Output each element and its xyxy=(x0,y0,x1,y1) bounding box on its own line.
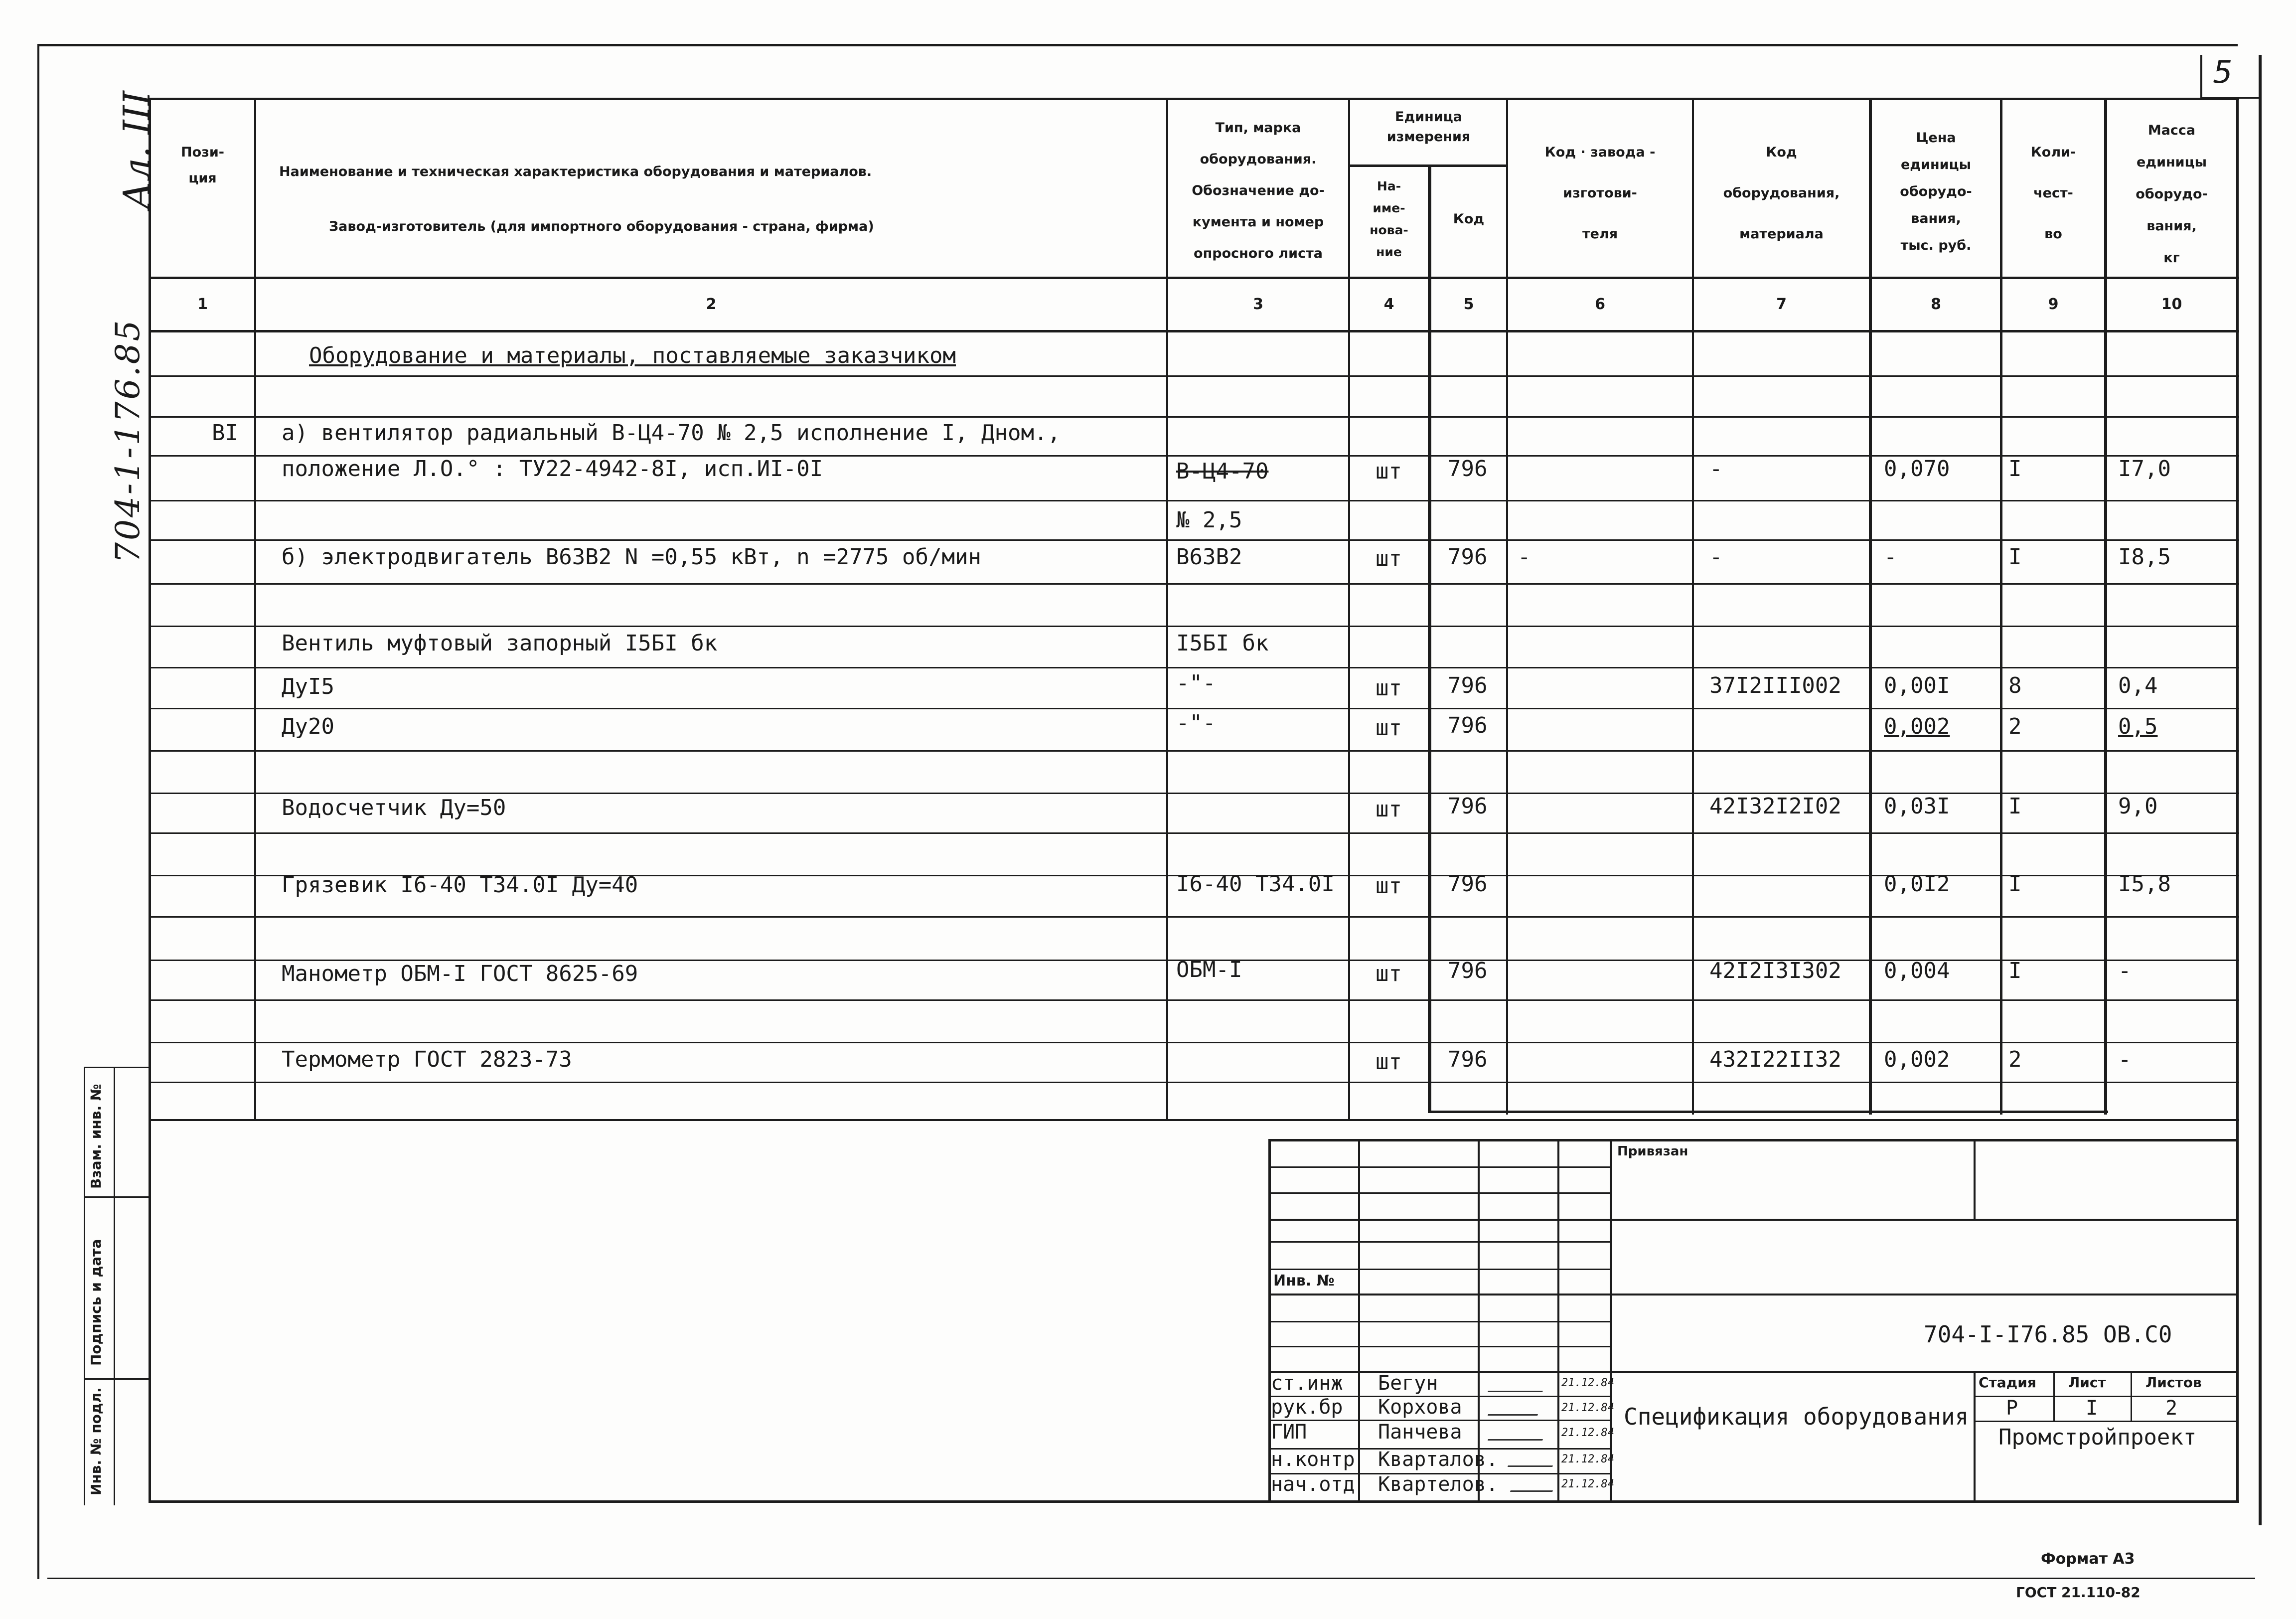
document-title: Спецификация оборудования xyxy=(1624,1403,1969,1430)
table-row-qty: 2 xyxy=(2008,1047,2022,1072)
col-line-1 xyxy=(254,98,256,1120)
header-unit-group: Единица измерения xyxy=(1386,109,1471,145)
table-row-qty: I xyxy=(2008,958,2022,983)
col-number: 4 xyxy=(1383,296,1394,313)
tb-row xyxy=(1268,1241,1610,1243)
table-row-unit: шт xyxy=(1376,675,1402,701)
tb-date: 21.12.84 xyxy=(1561,1427,1614,1439)
table-row-price: 0,0I2 xyxy=(1884,871,1950,897)
table-row-code: 796 xyxy=(1448,1047,1488,1072)
table-row-mass: I7,0 xyxy=(2118,456,2171,482)
inner-frame-right xyxy=(2236,98,2239,1502)
row-line xyxy=(149,375,2239,377)
frame-bottom xyxy=(47,1578,2255,1579)
table-row-eqcode: 42I32I2I02 xyxy=(1709,794,1841,819)
row-line xyxy=(149,539,2239,541)
margin-stamp-inv-label: Инв. № подл. xyxy=(88,1387,104,1495)
table-row-maker: - xyxy=(1518,544,1531,570)
signature-mark xyxy=(1488,1402,1542,1416)
signature-mark xyxy=(1488,1378,1547,1392)
margin-stamp-top xyxy=(84,1067,151,1068)
signature-mark xyxy=(1508,1453,1557,1467)
header-col-unit-name: На- име- нова- ние xyxy=(1370,179,1408,259)
header-col-mass: Масса единицы оборудо- вания, кг xyxy=(2136,123,2208,266)
sheet-label: Лист xyxy=(2068,1374,2106,1391)
gost-label: ГОСТ 21.110-82 xyxy=(2016,1584,2141,1601)
table-row-code: 796 xyxy=(1448,544,1488,570)
col-line-4 xyxy=(1428,164,1431,1112)
tb-name: Бегун xyxy=(1378,1372,1438,1395)
table-row-code: 796 xyxy=(1448,794,1488,819)
tb-privyazan-divider xyxy=(1974,1139,1976,1219)
table-row-type: -"- xyxy=(1176,710,1216,736)
tb-date: 21.12.84 xyxy=(1561,1402,1614,1414)
tb-date: 21.12.84 xyxy=(1561,1478,1614,1490)
table-row-eqcode: 432I22II32 xyxy=(1709,1047,1841,1072)
format-label: Формат А3 xyxy=(2041,1550,2135,1568)
tb-row xyxy=(1268,1192,1610,1194)
table-row-mass: 9,0 xyxy=(2118,794,2158,819)
table-row-name: Термометр ГОСТ 2823-73 xyxy=(282,1047,572,1072)
tb-row xyxy=(1268,1294,2238,1295)
header-col-name: Наименование и техническая характеристика оборудования и материалов. Завод-изготовитель (для импортного оборудования - страна, фирма) xyxy=(279,164,874,234)
table-row-type: -"- xyxy=(1176,670,1216,696)
table-row-mass: I8,5 xyxy=(2118,544,2171,570)
table-row-qty: 2 xyxy=(2008,714,2022,739)
tb-row xyxy=(1268,1219,2238,1221)
tb-row xyxy=(1268,1346,1610,1347)
header-col-unit-code: Код xyxy=(1453,211,1485,227)
table-row-code: 796 xyxy=(1448,673,1488,698)
frame-left xyxy=(37,44,39,1579)
table-row-price: 0,03I xyxy=(1884,794,1950,819)
table-row-code: 796 xyxy=(1448,958,1488,983)
table-row-price: 0,002 xyxy=(1884,714,1950,739)
table-row-name: ДуI5 xyxy=(282,674,334,699)
row-line xyxy=(149,708,2239,709)
col-numbers-bottom xyxy=(149,330,2239,332)
table-row-mass: - xyxy=(2118,1047,2132,1072)
tb-name: Кварталов. xyxy=(1378,1448,1498,1471)
sheet-number-box-bottom xyxy=(2200,97,2260,99)
privyazan-label: Привязан xyxy=(1617,1144,1688,1159)
table-row-unit: шт xyxy=(1376,961,1402,986)
row-line xyxy=(149,999,2239,1001)
row-line xyxy=(149,416,2239,418)
frame-top xyxy=(37,44,2238,46)
inner-frame-top xyxy=(149,98,2239,100)
table-row-eqcode: 42I2I3I302 xyxy=(1709,958,1841,983)
header-col-price: Цена единицы оборудо- вания, тыс. руб. xyxy=(1900,130,1972,253)
table-row-qty: I xyxy=(2008,544,2022,570)
col-number: 5 xyxy=(1463,296,1474,313)
tb-top xyxy=(1268,1139,2238,1141)
col-number: 1 xyxy=(197,296,208,313)
table-row-name: а) вентилятор радиальный В-Ц4-70 № 2,5 исполнение I, Дном., xyxy=(282,420,1061,446)
sheet-number: 5 xyxy=(2213,54,2233,90)
stage-value: Р xyxy=(2006,1397,2018,1420)
sheet-number-box-left xyxy=(2200,55,2202,99)
col-number: 2 xyxy=(706,296,717,313)
table-row-type: № 2,5 xyxy=(1176,507,1242,533)
table-row-qty: I xyxy=(2008,871,2022,897)
table-row-type: I6-40 Т34.0I xyxy=(1176,871,1335,897)
header-col-maker-code: Код · завода - изготови- теля xyxy=(1544,145,1656,242)
col-number: 6 xyxy=(1595,296,1605,313)
signature-mark xyxy=(1488,1427,1547,1441)
row-line xyxy=(149,667,2239,668)
table-row-type: В-Ц4-70 xyxy=(1176,459,1269,484)
tb-role: рук.бр xyxy=(1271,1396,1343,1419)
row-line xyxy=(149,583,2239,585)
header-col-quantity: Коли- чест- во xyxy=(2030,145,2076,242)
table-row-name: положение Л.О.° : ТУ22-4942-8I, исп.ИI-0I xyxy=(282,456,823,482)
table-bottom xyxy=(149,1119,2239,1121)
table-row-mass: 0,5 xyxy=(2118,714,2158,739)
section-title: Оборудование и материалы, поставляемые заказчиком xyxy=(309,343,956,368)
table-row-unit: шт xyxy=(1376,459,1402,484)
table-row-name: Ду20 xyxy=(282,714,334,739)
sheets-value: 2 xyxy=(2165,1397,2178,1420)
tb-role: ст.инж xyxy=(1271,1372,1343,1395)
row-line xyxy=(149,916,2239,918)
tb-col-d xyxy=(1610,1139,1612,1503)
tb-stage-left xyxy=(1974,1371,1976,1503)
table-row-name: б) электродвигатель В63В2 N =0,55 кВт, n =2775 об/мин xyxy=(282,544,981,570)
inner-frame-bottom xyxy=(149,1500,2239,1503)
table-row-name: Грязевик I6-40 Т34.0I Ду=40 xyxy=(282,872,638,898)
tb-stage-col xyxy=(2053,1371,2055,1421)
table-row-mass: I5,8 xyxy=(2118,871,2171,897)
tb-stage-row2 xyxy=(1974,1421,2238,1422)
header-bottom xyxy=(149,277,2239,279)
table-row-type: I5БI бк xyxy=(1176,631,1269,656)
tb-name: Квартелов. xyxy=(1378,1473,1498,1496)
table-row-unit: шт xyxy=(1376,715,1402,741)
album-label: Ал. III xyxy=(116,91,158,209)
table-row-unit: шт xyxy=(1376,873,1402,899)
table-row-code: 796 xyxy=(1448,713,1488,738)
table-bottom-thick xyxy=(1428,1111,2108,1113)
sheet-value: I xyxy=(2086,1397,2098,1420)
tb-name: Корхова xyxy=(1378,1396,1462,1419)
table-row-price: 0,070 xyxy=(1884,456,1950,482)
table-row-qty: I xyxy=(2008,456,2022,482)
table-row-code: 796 xyxy=(1448,456,1488,482)
col-number: 7 xyxy=(1776,296,1787,313)
table-row-price: 0,00I xyxy=(1884,673,1950,698)
table-row-price: 0,002 xyxy=(1884,1047,1950,1072)
tb-name: Панчева xyxy=(1378,1421,1462,1444)
col-number: 3 xyxy=(1253,296,1263,313)
table-row-price: - xyxy=(1884,544,1897,570)
margin-stamp-mid xyxy=(114,1067,115,1505)
table-row-qty: I xyxy=(2008,794,2022,819)
table-row-eqcode: 37I2III002 xyxy=(1709,673,1841,698)
table-row-qty: 8 xyxy=(2008,673,2022,698)
tb-stage-col2 xyxy=(2131,1371,2132,1421)
table-row-eqcode: - xyxy=(1709,544,1723,570)
table-row-unit: шт xyxy=(1376,1049,1402,1075)
tb-date: 21.12.84 xyxy=(1561,1453,1614,1465)
tb-row xyxy=(1268,1269,1610,1270)
col-number: 8 xyxy=(1931,296,1941,313)
header-col-type: Тип, марка оборудования. Обозначение до- кумента и номер опросного листа xyxy=(1192,120,1325,261)
margin-stamp-div1 xyxy=(84,1196,151,1198)
margin-stamp-replace-label: Взам. инв. № xyxy=(88,1084,104,1189)
row-line xyxy=(149,1082,2239,1083)
row-line xyxy=(149,750,2239,752)
tb-date: 21.12.84 xyxy=(1561,1377,1614,1389)
table-row-unit: шт xyxy=(1376,546,1402,571)
table-row-code: 796 xyxy=(1448,871,1488,897)
inv-number-label: Инв. № xyxy=(1273,1272,1335,1290)
signature-mark xyxy=(1510,1478,1557,1492)
table-row-name: Вентиль муфтовый запорный I5БI бк xyxy=(282,631,718,656)
col-number: 10 xyxy=(2161,296,2182,313)
table-row-type: В63В2 xyxy=(1176,544,1242,570)
table-row-type: ОБМ-I xyxy=(1176,957,1242,982)
margin-stamp-left xyxy=(84,1067,85,1505)
row-line xyxy=(149,832,2239,834)
tb-role: нач.отд xyxy=(1271,1473,1355,1496)
table-row-mass: - xyxy=(2118,958,2132,983)
table-row-mass: 0,4 xyxy=(2118,673,2158,698)
table-row-name: Манометр ОБМ-I ГОСТ 8625-69 xyxy=(282,961,638,986)
table-row-name: Водосчетчик Ду=50 xyxy=(282,795,506,820)
tb-role: н.контр xyxy=(1271,1448,1355,1471)
organization: Промстройпроект xyxy=(1998,1425,2197,1450)
frame-right xyxy=(2259,55,2262,1525)
header-col-position: Пози- ция xyxy=(181,145,224,186)
row-line xyxy=(149,500,2239,501)
margin-stamp-div2 xyxy=(84,1378,151,1380)
row-line xyxy=(149,626,2239,627)
stage-label: Стадия xyxy=(1979,1374,2036,1391)
col-number: 9 xyxy=(2048,296,2059,313)
table-row-position: BI xyxy=(212,420,238,446)
table-row-eqcode: - xyxy=(1709,456,1723,482)
table-row-price: 0,004 xyxy=(1884,958,1950,983)
tb-row xyxy=(1268,1166,1610,1168)
tb-row xyxy=(1268,1321,1610,1322)
margin-stamp-sign-label: Подпись и дата xyxy=(88,1239,104,1366)
table-row-unit: шт xyxy=(1376,797,1402,822)
header-col-equipment-code: Код оборудования, материала xyxy=(1723,145,1840,242)
row-line xyxy=(149,1042,2239,1043)
sheets-label: Листов xyxy=(2145,1374,2202,1391)
tb-role: ГИП xyxy=(1271,1421,1307,1444)
document-code: 704-I-I76.85 ОВ.С0 xyxy=(1924,1321,2172,1348)
unit-group-bottom xyxy=(1348,164,1508,167)
project-code-label: 704-1-176.85 xyxy=(109,318,147,563)
